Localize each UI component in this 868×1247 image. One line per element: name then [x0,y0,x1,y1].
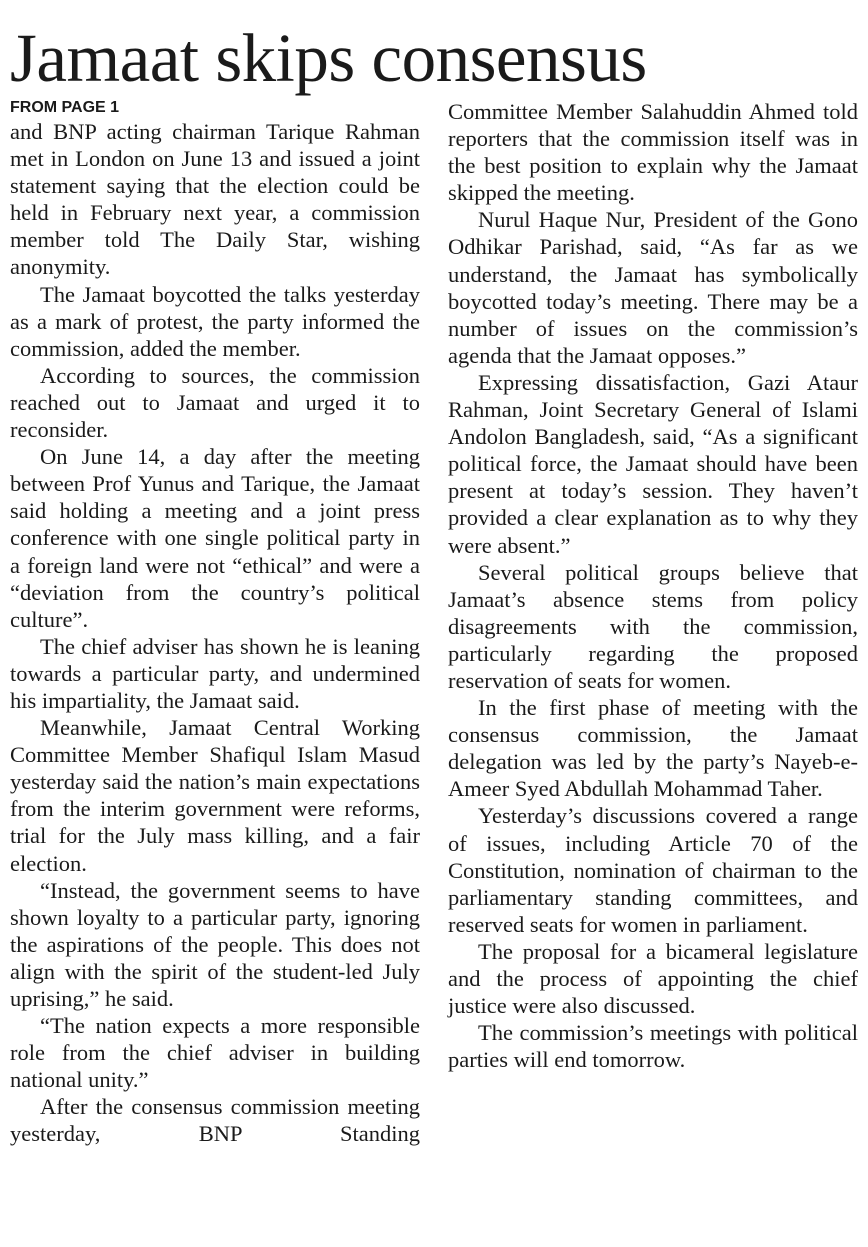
paragraph: “The nation expects a more responsible role from the chief adviser in building national unity.” [10,1013,420,1093]
paragraph: The commission’s meetings with political parties will end tomorrow. [448,1020,858,1073]
paragraph: Meanwhile, Jamaat Central Working Committee Member Shafiqul Islam Masud yesterday said the nation’s main expectations from the interim government were reforms, trial for the July mass killing, and a fair election. [10,715,420,876]
paragraph: The chief adviser has shown he is leaning towards a particular party, and undermined his impartiality, the Jamaat said. [10,633,420,713]
continuation-label: FROM PAGE 1 [10,99,120,116]
left-column [10,98,420,1148]
paragraph: In the first phase of meeting with the consensus commission, the Jamaat delegation was led by the party’s Nayeb-e-Ameer Syed Abdullah Mohammad Taher. [448,695,858,802]
paragraph: Several political groups believe that Jamaat’s absence stems from policy disagreements with the commission, particularly regarding the proposed reservation of seats for women. [448,559,858,693]
headline: Jamaat skips consensus [10,20,647,96]
paragraph: The Jamaat boycotted the talks yesterday as a mark of protest, the party informed the commission, added the member. [10,281,420,361]
right-column [448,98,858,1073]
paragraph: “Instead, the government seems to have shown loyalty to a particular party, ignoring the aspirations of the people. This does not align with the spirit of the student-led July uprising,” he said. [10,877,420,1011]
paragraph: On June 14, a day after the meeting between Prof Yunus and Tarique, the Jamaat said holding a meeting and a joint press conference with one single political party in a foreign land were not “ethical” and were a “deviation from the country’s political culture”. [10,444,420,632]
paragraph: The proposal for a bicameral legislature and the process of appointing the chief justice were also discussed. [448,938,858,1019]
paragraph: Committee Member Salahuddin Ahmed told reporters that the commission itself was in the best position to explain why the Jamaat skipped the meeting. [448,99,858,206]
paragraph: According to sources, the commission reached out to Jamaat and urged it to reconsider. [10,362,420,443]
paragraph: Expressing dissatisfaction, Gazi Ataur Rahman, Joint Secretary General of Islami Andolon Bangladesh, said, “As a significant political force, the Jamaat should have been present at today’s session. They haven’t provided a clear explanation as to why they were absent.” [448,369,858,558]
paragraph: Nurul Haque Nur, President of the Gono Odhikar Parishad, said, “As far as we understand, the Jamaat has symbolically boycotted today’s meeting. There may be a number of issues on the commission’s agenda that the Jamaat opposes.” [448,207,858,368]
paragraph: After the consensus commission meeting yesterday, BNP Standing [10,1094,420,1147]
paragraph: and BNP acting chairman Tarique Rahman met in London on June 13 and issued a joint statement saying that the election could be held in February next year, a commission member told The Daily Star, wishing anonymity. [10,119,420,280]
paragraph: Yesterday’s discussions covered a range of issues, including Article 70 of the Constitution, nomination of chairman to the parliamentary standing committees, and reserved seats for women in parliament. [448,803,858,937]
